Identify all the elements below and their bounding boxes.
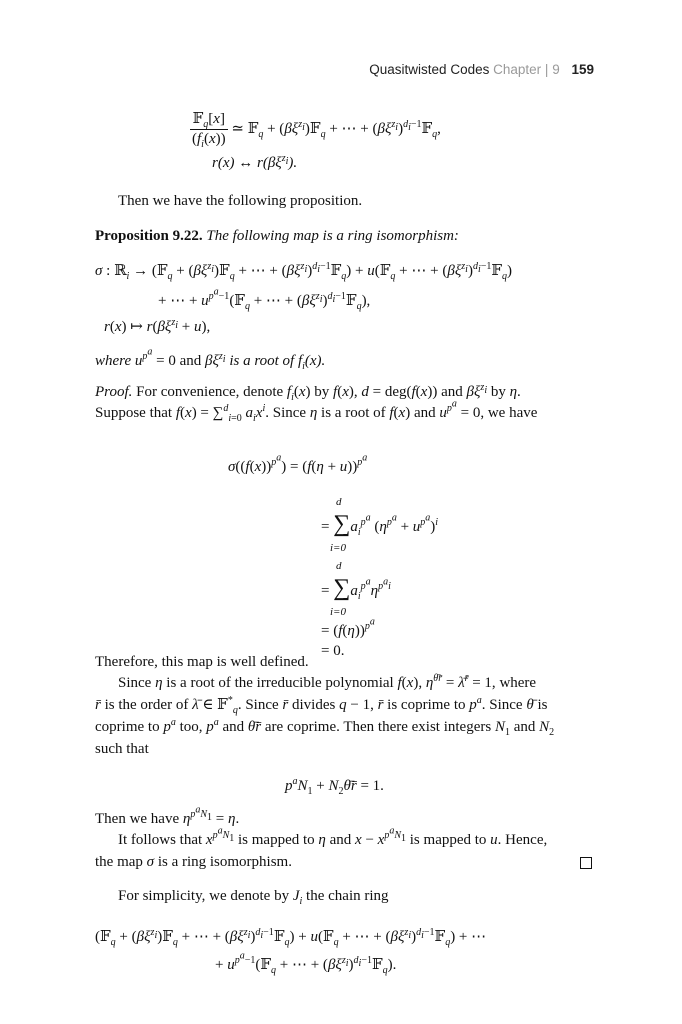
chapter-label: Chapter: [493, 62, 542, 77]
proof-label: Proof.: [95, 384, 133, 400]
proof-line-1: Proof. For convenience, denote $f_i(x)$ by f(x), d = deg(f(x)) and $\beta\xi^{z_i}$ by η.: [95, 382, 521, 403]
header-separator: |: [544, 62, 549, 77]
map-r-equation: r(x) ↔ $r(\beta\xi^{z_i})$.: [212, 153, 298, 171]
simplicity-line: For simplicity, we denote by $J_i$ the chain ring: [118, 888, 389, 907]
sigma-map-line-2: + ⋯ + $u^{p^a-1}(𝔽_q$ + ⋯ + $(\beta\xi^{z_i})^{d_i-1}𝔽_q$),: [158, 286, 371, 312]
sigma-map-line-1: σ : ℝ$_i$ → (𝔽$_q$ + $(\beta\xi^{z_i})𝔽_q$ + ⋯ + $(\beta\xi^{z_i})^{d_i-1}𝔽_q$) + u(𝔽$_q$ + ⋯ + $(\beta\xi^{z_i})^{d_i-1}𝔽_q$): [95, 261, 513, 282]
derivation-line-2: = $\sum a_i^{p^a}$ $(\eta^{p^a} + u^{p^a})^i$: [321, 511, 439, 538]
where-clause: where $u^{p^a} = 0$ and $\beta\xi^{z_i}$ is a root of $f_i(x)$.: [95, 346, 326, 372]
therefore-line: Therefore, this map is well defined.: [95, 654, 309, 670]
chain-ring-line-1: (𝔽$_q$ + $(\beta\xi^{z_i})𝔽_q$ + ⋯ + $(\beta\xi^{z_i})^{d_i-1}𝔽_q$) + u(𝔽$_q$ + ⋯ + $(\beta\xi^{z_i})^{d_i-1}𝔽_q$) + ⋯: [95, 927, 487, 948]
chain-ring-line-2: + $u^{p^a-1}(𝔽_q$ + ⋯ + $(\beta\xi^{z_i})^{d_i-1}𝔽_q$).: [215, 950, 397, 976]
derivation-line-5: = 0.: [321, 643, 345, 659]
follows-line-1: It follows that $x^{p^aN_1}$ is mapped to η and $x - x^{p^aN_1}$ is mapped to u. Hence,: [118, 825, 548, 848]
proof-line-2: Suppose that f(x) = ∑$^d_{i=0}$ $a_ix^i$. Since η is a root of f(x) and $u^{p^a} = 0$, we have: [95, 398, 538, 424]
bezout-equation: $p^aN_1$ + $N_2\thetār̄ = 1$.: [285, 776, 384, 797]
running-header: [369, 62, 594, 77]
para-line-3: coprime to $p^a$ too, $p^a$ and θ̄r̄ are coprime. Then there exist integers $N_1$ and $N_2$: [95, 717, 555, 738]
para-line-2: r̄ is the order of λ̄ ∈ 𝔽*$_q$. Since r̄ divides q − 1, r̄ is coprime to $p^a$. Since θ̄ is: [95, 695, 548, 716]
derivation-line-4: = $(f(\eta))^{p^a}$: [321, 616, 375, 639]
sigma-map-line-3: r(x) ↦ $r(\beta\xi^{z_i} + u)$,: [104, 317, 211, 335]
derivation-line-1: $\sigma((f(x))^{p^a}) = (f(\eta + u))^{p^a}$: [228, 452, 368, 475]
intro-line: Then we have the following proposition.: [118, 193, 363, 209]
proposition-text: The following map is a ring isomorphism:: [206, 228, 459, 244]
page-number: 159: [571, 62, 594, 77]
proposition-label: Proposition 9.22.: [95, 228, 203, 244]
chapter-number: 9: [552, 62, 560, 77]
proposition-statement: [95, 227, 459, 246]
derivation-line-3: = $\sum a_i^{p^a}\eta^{p^ai}$: [321, 575, 391, 602]
para-line-1: Since η is a root of the irreducible polynomial f(x), $\eta^{\thetār̄}$ = λ̄$^{r̄}$ = 1, where: [118, 673, 537, 691]
para-line-4: such that: [95, 741, 149, 757]
quotient-equation: $\frac{𝔽_q[x]}{(f_i(x))}$ ≃ 𝔽$_q$ + $(\beta\xi^{z_i})𝔽_q$ + ⋯ + $(\beta\xi^{z_i})^{d_i-1}𝔽_q$,: [192, 111, 441, 150]
qed-square: [580, 857, 592, 869]
then-have-line: Then we have $\eta^{p^aN_1} = \eta$.: [95, 804, 240, 827]
book-title: Quasitwisted Codes: [369, 62, 490, 77]
follows-line-2: the map σ is a ring isomorphism.: [95, 854, 292, 870]
